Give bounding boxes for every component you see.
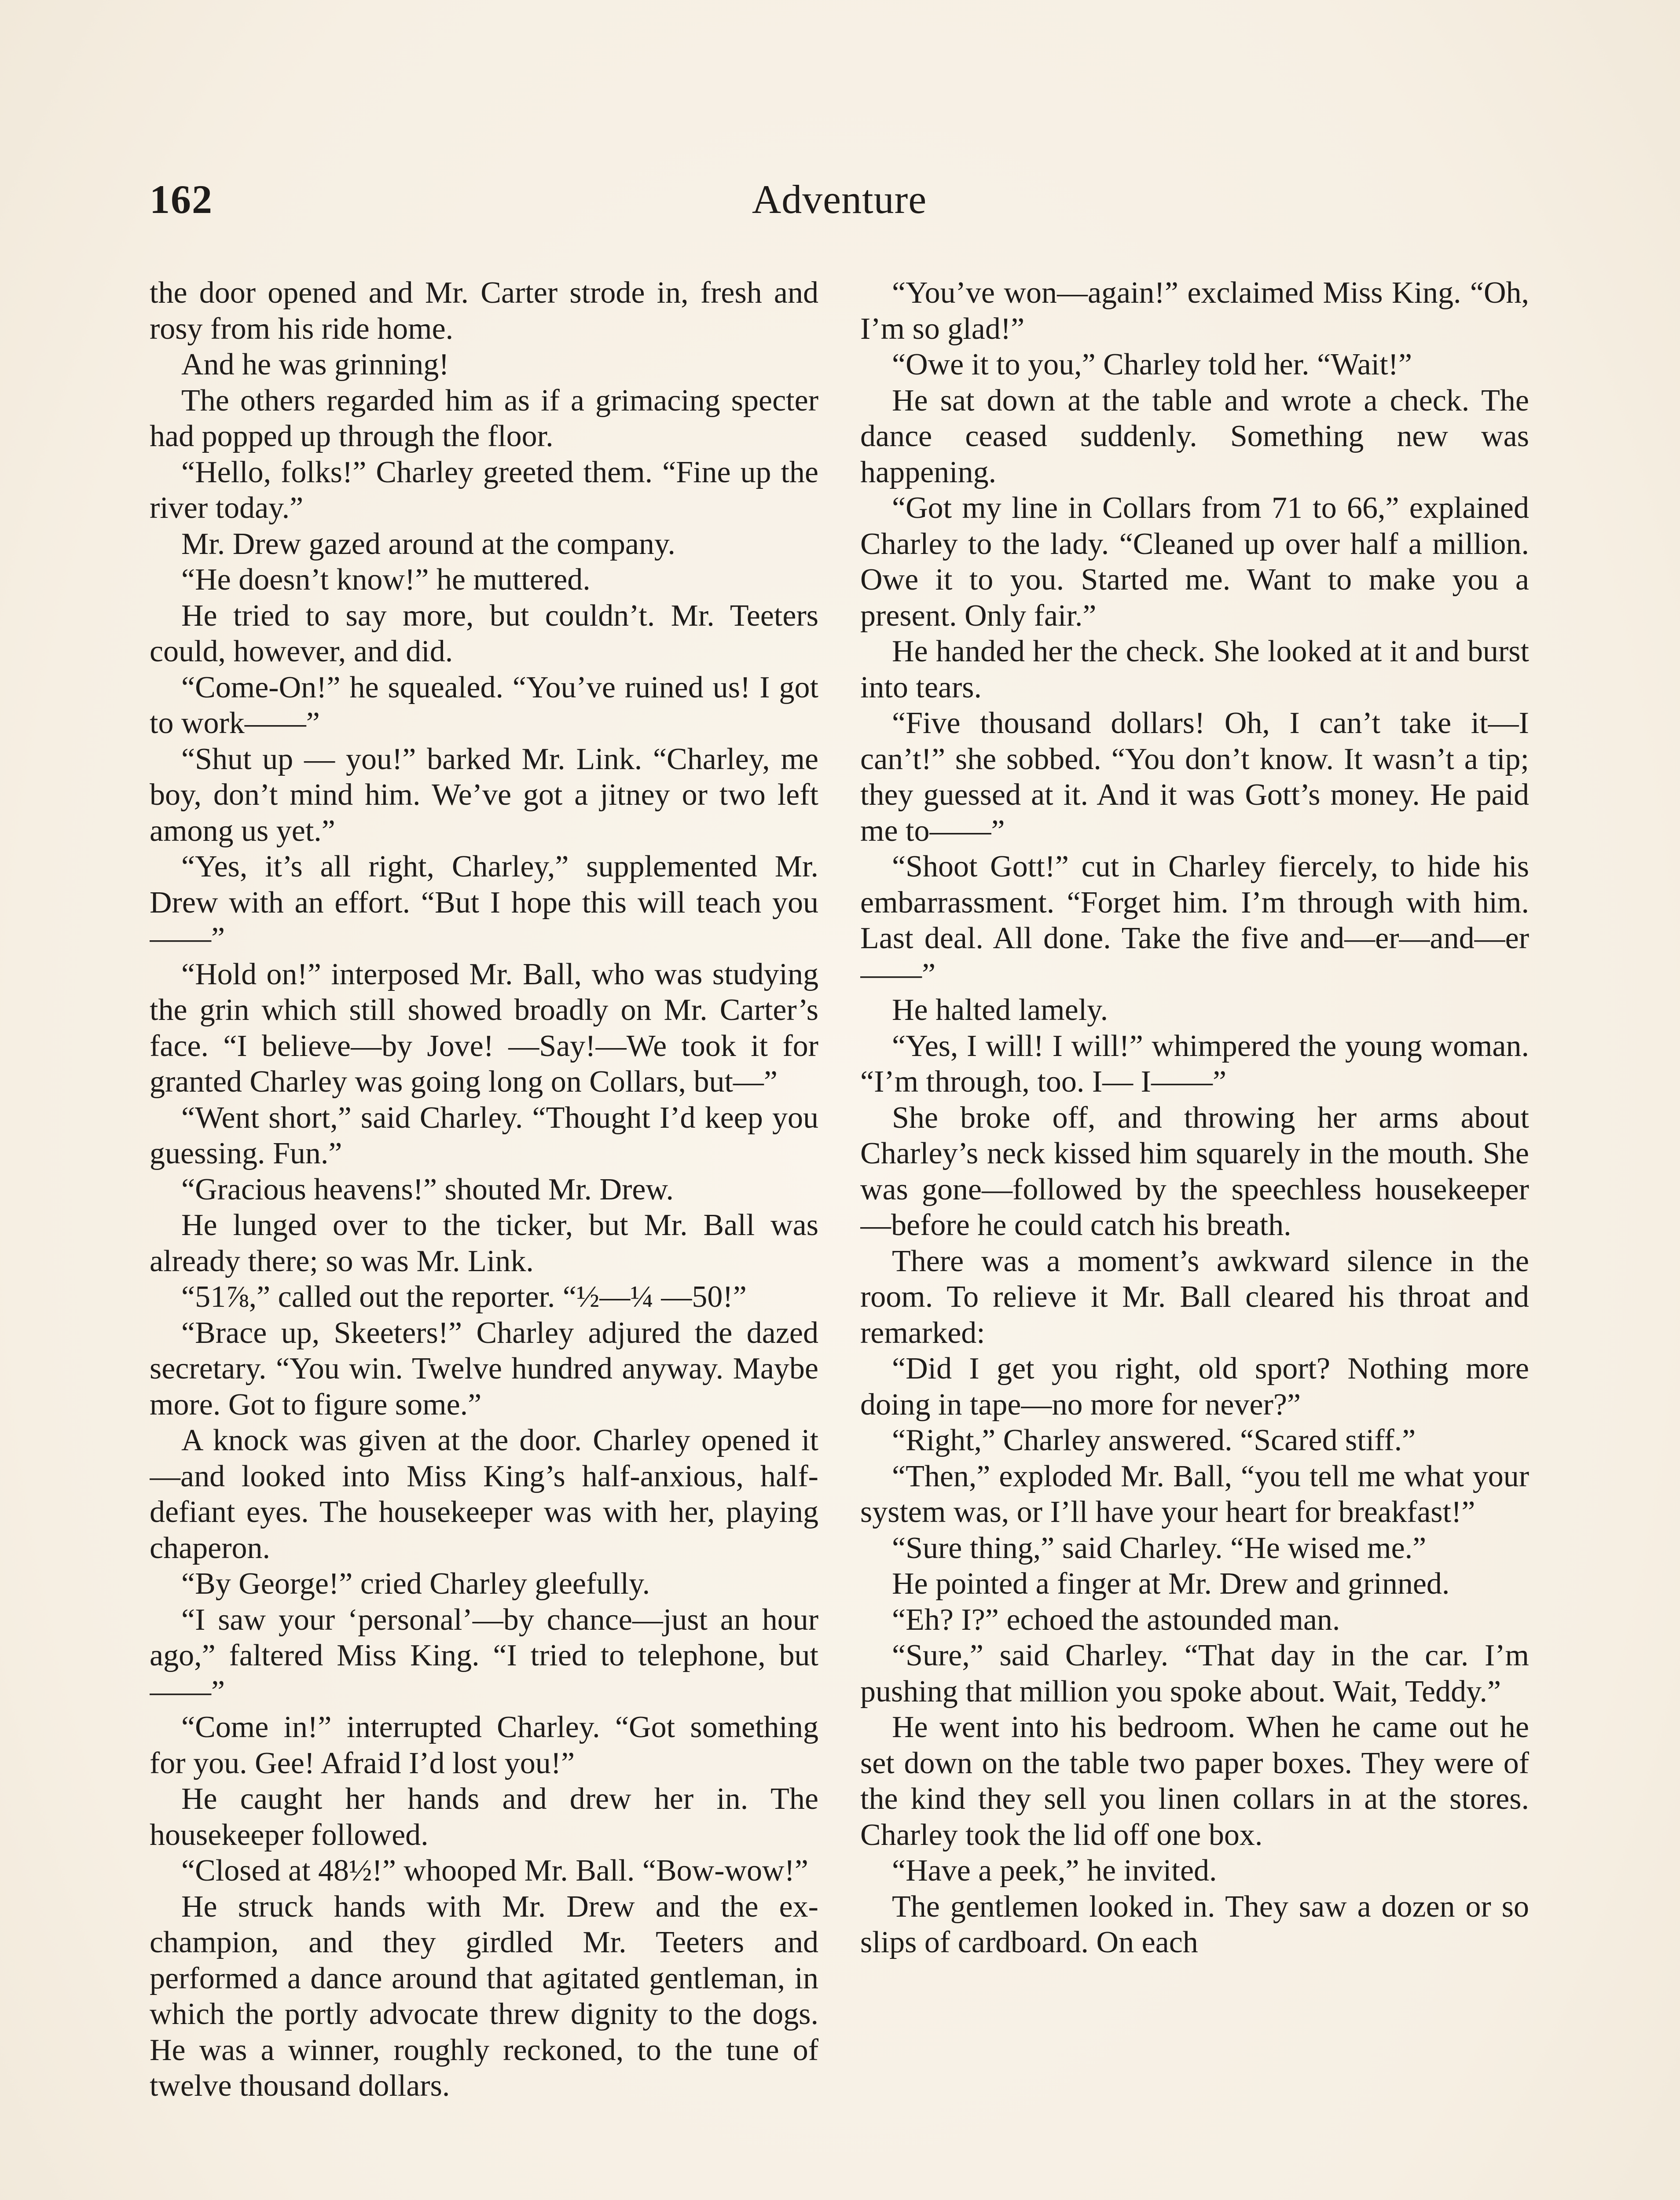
paragraph: “Five thousand dollars! Oh, I can’t take it—I can’t!” she sobbed. “You don’t know. It wasn’t a tip; they guessed at it. And it was Gott’s money. He paid me to——” — [860, 706, 1529, 848]
magazine-title: Adventure — [752, 177, 927, 222]
paragraph: He halted lamely. — [892, 993, 1108, 1027]
paragraph: “Yes, it’s all right, Charley,” supplemented Mr. Drew with an effort. “But I hope this will teach you——” — [150, 850, 818, 955]
paragraph: “He doesn’t know!” he muttered. — [181, 563, 591, 597]
page-number: 162 — [150, 177, 213, 222]
paragraph: “Did I get you right, old sport? Nothing more doing in tape—no more for never?” — [860, 1352, 1529, 1422]
paragraph: the door opened and Mr. Carter strode in, fresh and rosy from his ride home. — [150, 276, 818, 346]
paragraph: He tried to say more, but couldn’t. Mr. Teeters could, however, and did. — [150, 598, 818, 668]
paragraph: There was a moment’s awkward silence in the room. To relieve it Mr. Ball cleared his throat and remarked: — [860, 1244, 1529, 1350]
paragraph: “Shut up — you!” barked Mr. Link. “Charley, me boy, don’t mind him. We’ve got a jitney or two left among us yet.” — [150, 742, 818, 848]
paragraph: He lunged over to the ticker, but Mr. Ball was already there; so was Mr. Link. — [150, 1208, 818, 1278]
paragraph: The gentlemen looked in. They saw a dozen or so slips of cardboard. On each — [860, 1889, 1529, 1959]
paragraph: “Come-On!” he squealed. “You’ve ruined us! I got to work——” — [150, 670, 818, 740]
paragraph: “Sure thing,” said Charley. “He wised me.” — [892, 1531, 1427, 1565]
paragraph: “Come in!” interrupted Charley. “Got something for you. Gee! Afraid I’d lost you!” — [150, 1710, 818, 1780]
paragraph: “I saw your ‘personal’—by chance—just an hour ago,” faltered Miss King. “I tried to telephone, but——” — [150, 1602, 818, 1709]
paragraph: “Owe it to you,” Charley told her. “Wait!” — [892, 348, 1412, 381]
paragraph: “Eh? I?” echoed the astounded man. — [892, 1602, 1340, 1637]
paragraph: “Closed at 48½!” whooped Mr. Ball. “Bow-wow!” — [181, 1854, 808, 1888]
paragraph: “51⅞,” called out the reporter. “½—¼ —50!” — [181, 1280, 747, 1314]
paragraph: “Got my line in Collars from 71 to 66,” explained Charley to the lady. “Cleaned up over half a million. Owe it to you. Started me. Want to make you a present. Only fair.” — [860, 491, 1529, 633]
paragraph: A knock was given at the door. Charley opened it—and looked into Miss King’s half-anxious, half-defiant eyes. The housekeeper was with her, playing chaperon. — [150, 1423, 818, 1565]
paragraph: He handed her the check. She looked at it and burst into tears. — [860, 634, 1529, 704]
paragraph: Mr. Drew gazed around at the company. — [181, 527, 675, 561]
paragraph: “Hello, folks!” Charley greeted them. “Fine up the river today.” — [150, 455, 818, 525]
paragraph: “Went short,” said Charley. “Thought I’d keep you guessing. Fun.” — [150, 1100, 818, 1170]
paragraph: He caught her hands and drew her in. The housekeeper followed. — [150, 1782, 818, 1852]
paragraph: “You’ve won—again!” exclaimed Miss King. “Oh, I’m so glad!” — [860, 276, 1529, 346]
paragraph: “Gracious heavens!” shouted Mr. Drew. — [181, 1172, 674, 1206]
right-column — [860, 275, 1529, 2200]
paragraph: “By George!” cried Charley gleefully. — [181, 1567, 650, 1601]
paragraph: He struck hands with Mr. Drew and the ex-champion, and they girdled Mr. Teeters and performed a dance around that agitated gentleman, in which the portly advocate threw dignity to the dogs. He was a winner, roughly reckoned, to the tune of twelve thousand dollars. — [150, 1889, 818, 2103]
paragraph: “Right,” Charley answered. “Scared stiff.” — [892, 1423, 1416, 1457]
paragraph: She broke off, and throwing her arms about Charley’s neck kissed him squarely in the mouth. She was gone—followed by the speechless housekeeper—before he could catch his breath. — [860, 1100, 1529, 1242]
paragraph: “Hold on!” interposed Mr. Ball, who was studying the grin which still showed broadly on Mr. Carter’s face. “I believe—by Jove! —Say!—We took it for granted Charley was going long on Collars, but—” — [150, 957, 818, 1099]
paragraph: He pointed a finger at Mr. Drew and grinned. — [892, 1567, 1450, 1601]
paragraph: “Have a peek,” he invited. — [892, 1854, 1217, 1888]
paragraph: The others regarded him as if a grimacing specter had popped up through the floor. — [150, 383, 818, 453]
paragraph: And he was grinning! — [181, 348, 449, 381]
paragraph: “Then,” exploded Mr. Ball, “you tell me what your system was, or I’ll have your heart for breakfast!” — [860, 1459, 1529, 1529]
left-column — [150, 275, 818, 2200]
paragraph: “Shoot Gott!” cut in Charley fiercely, to hide his embarrassment. “Forget him. I’m through with him. Last deal. All done. Take the five and—er—and—er——” — [860, 850, 1529, 991]
paragraph: “Brace up, Skeeters!” Charley adjured the dazed secretary. “You win. Twelve hundred anyway. Maybe more. Got to figure some.” — [150, 1316, 818, 1422]
paragraph: “Yes, I will! I will!” whimpered the young woman. “I’m through, too. I— I——” — [860, 1029, 1529, 1099]
paragraph: He went into his bedroom. When he came out he set down on the table two paper boxes. They were of the kind they sell you linen collars in at the stores. Charley took the lid off one box. — [860, 1710, 1529, 1852]
paragraph: He sat down at the table and wrote a check. The dance ceased suddenly. Something new was happening. — [860, 383, 1529, 489]
running-head — [150, 176, 1529, 242]
paragraph: “Sure,” said Charley. “That day in the car. I’m pushing that million you spoke about. Wait, Teddy.” — [860, 1639, 1529, 1709]
